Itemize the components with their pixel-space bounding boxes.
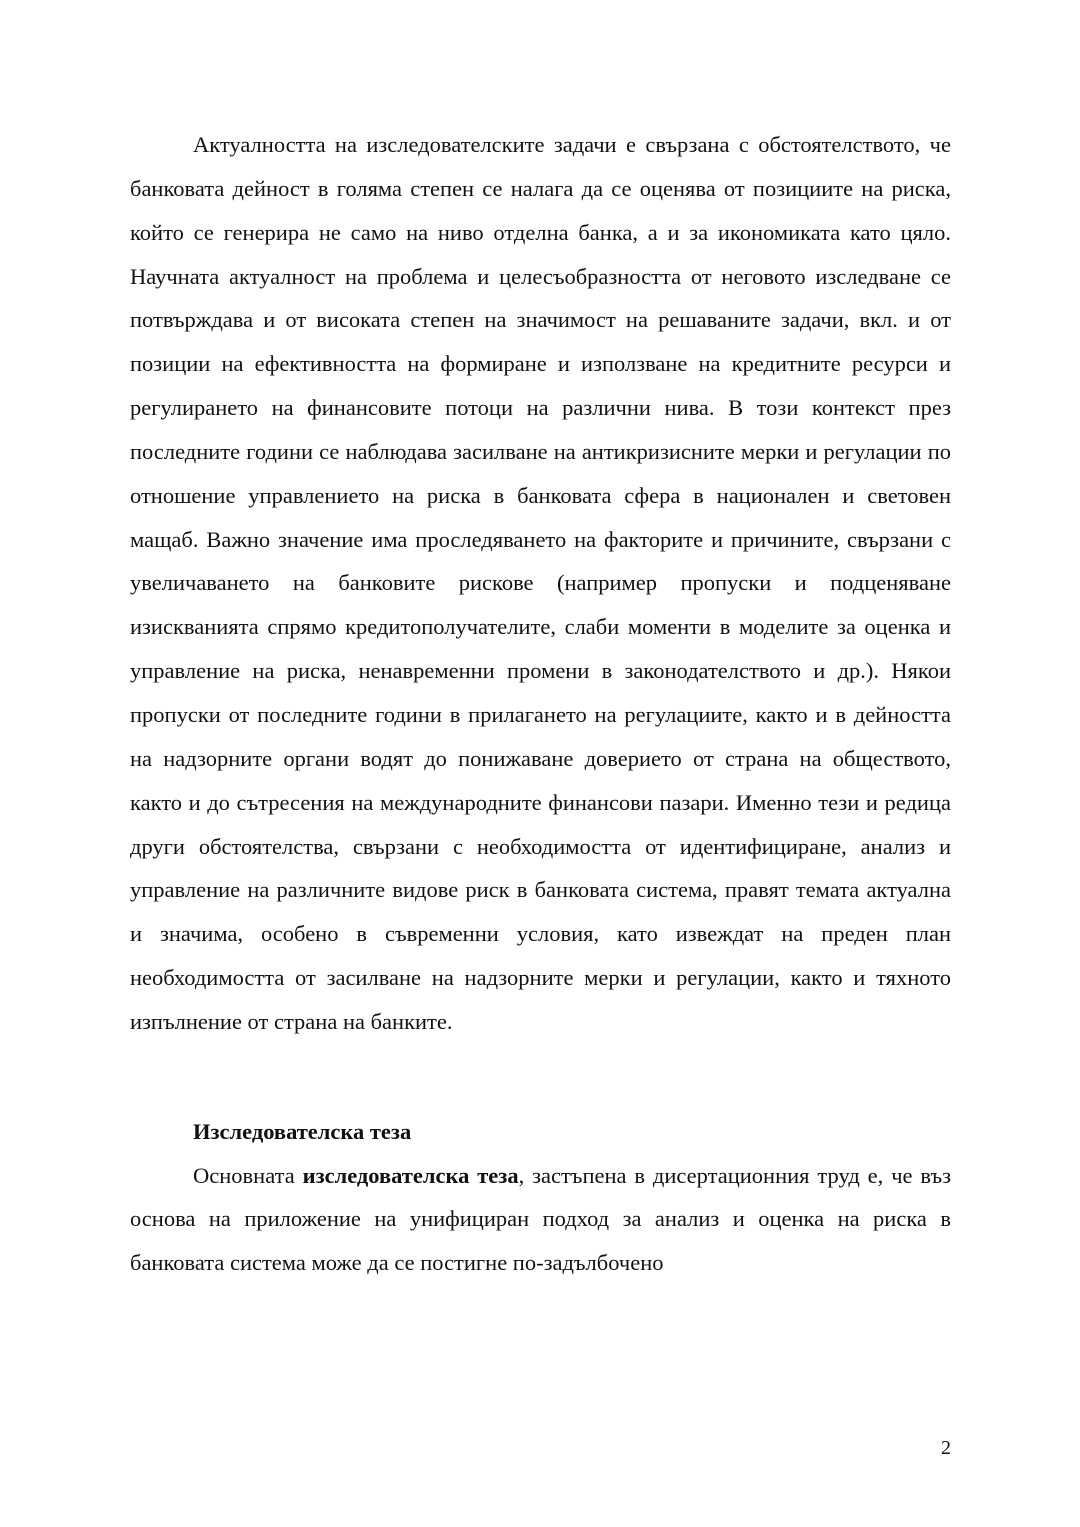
paragraph-relevance: Актуалността на изследователските задачи е свързана с обстоятелството, че банковата дейност в голяма степен се налага да се оценява от позициите на риска, който се генерира не само на ниво отделна банка, а и за икономиката като цяло. Научната актуалност на проблема и целесъобразността от неговото изследване се потвърждава и от високата степен на значимост на решаваните задачи, вкл. и от позиции на ефективността на формиране и използване на кредитните ресурси и регулирането на финансовите потоци на различни нива. В този контекст през последните години се наблюдава засилване на антикризисните мерки и регулации по отношение управлението на риска в банковата сфера в национален и световен мащаб. Важно значение има проследяването на факторите и причините, свързани с увеличаването на банковите рискове (например пропуски и подценяване изискванията спрямо кредитополучателите, слаби моменти в моделите за оценка и управление на риска, ненавременни промени в законодателството и др.). Някои пропуски от последните години в прилагането на регулациите, както и в дейността на надзорните органи водят до понижаване доверието от страна на обществото, както и до сътресения на международните финансови пазари. Именно тези и редица други обстоятелства, свързани с необходимостта от идентифициране, анализ и управление на различните видове риск в банковата система, правят темата актуална и значима, особено в съвременни условия, като извеждат на преден план необходимостта от засилване на надзорните мерки и регулации, както и тяхното изпълнение от страна на банките. (130, 132, 951, 1034)
page-number: 2 (941, 1437, 951, 1459)
thesis-continuation-text: , застъпена в дисертационния труд е, че въз основа на приложение на унифициран подход за анализ и оценка на риска в банковата система може да се постигне по-задълбочено (130, 1162, 951, 1276)
section-heading: Изследователска теза (193, 1118, 412, 1144)
thesis-intro-text: Основната (193, 1162, 303, 1188)
thesis-bold-term: изследователска теза (302, 1162, 519, 1188)
body-text (130, 123, 951, 1285)
paragraph-gap (130, 1044, 951, 1110)
paragraph-thesis (130, 1154, 951, 1286)
